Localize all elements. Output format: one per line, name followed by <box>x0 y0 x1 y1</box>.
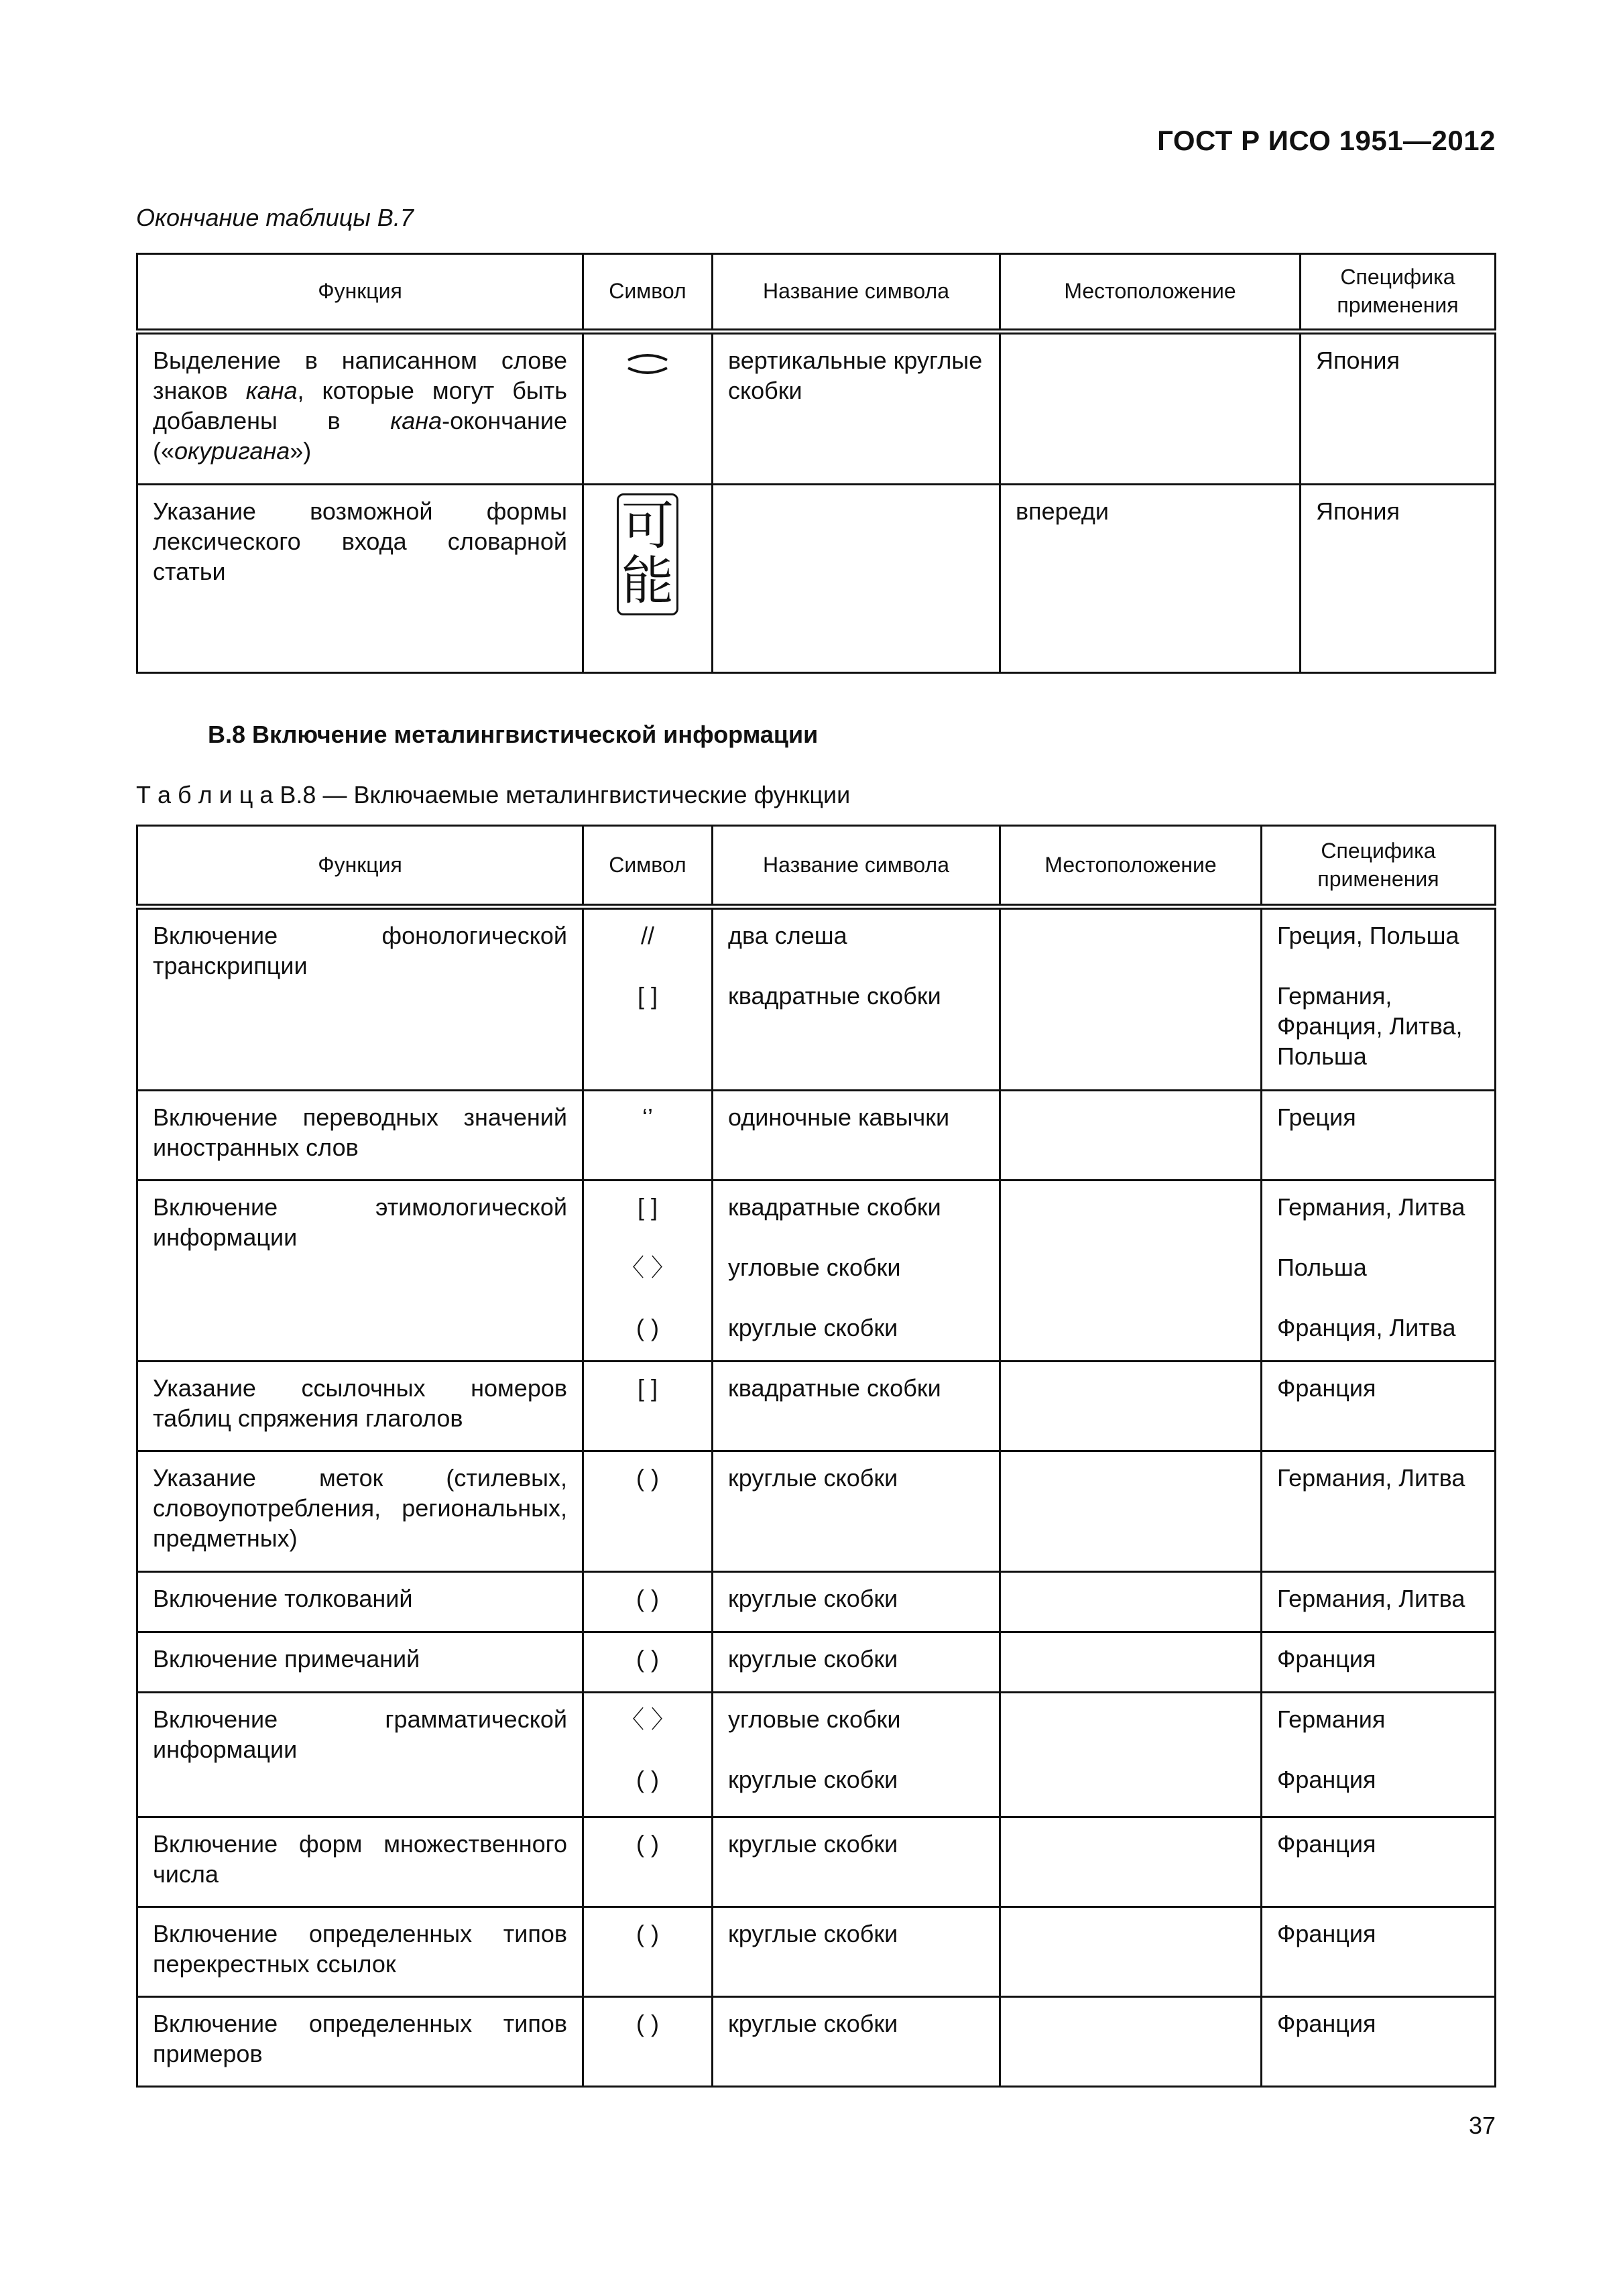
header-symbol-name: Название символа <box>713 826 1000 907</box>
header-application: Специфика применения <box>1301 254 1496 332</box>
table8-caption: Т а б л и ц а В.8 — Включаемые металингвистические функции <box>136 781 851 808</box>
application-cell <box>1262 1572 1496 1632</box>
application: Германия <box>1277 1705 1386 1733</box>
symbol: 〈 〉 <box>619 1254 675 1281</box>
symbol-cell <box>583 1997 713 2087</box>
application: Германия, Литва <box>1277 1193 1465 1221</box>
kanji-char: 可 <box>621 496 674 556</box>
location-cell <box>1000 1907 1262 1997</box>
function-cell: Включение фонологической транскрипции <box>137 907 583 1091</box>
function-cell: Указание меток (стилевых, словоупотребления, региональных, предметных) <box>137 1451 583 1572</box>
symbol: ‘’ <box>642 1103 653 1131</box>
table-row <box>137 1451 1496 1572</box>
function-cell: Включение толкований <box>137 1572 583 1632</box>
function-cell: Включение форм множественного числа <box>137 1817 583 1907</box>
symbol: ( ) <box>636 1920 659 1947</box>
symbol-name: квадратные скобки <box>728 1193 941 1221</box>
symbol-name-cell <box>713 1693 1000 1817</box>
table-row <box>137 485 1496 673</box>
location-cell <box>1000 1091 1262 1181</box>
symbol-name: круглые скобки <box>728 1645 898 1673</box>
location-cell <box>1000 1632 1262 1693</box>
function-cell: Включение переводных значений иностранных слов <box>137 1091 583 1181</box>
application: Германия, Литва <box>1277 1464 1465 1492</box>
function-cell: Выделение в написанном слове знаков кана, которые могут быть добавлены в кана-окончание («окуригана») <box>137 332 583 485</box>
location-cell: впереди <box>1000 485 1301 673</box>
symbol-name-cell <box>713 907 1000 1091</box>
application-cell <box>1262 1451 1496 1572</box>
application: Греция, Польша <box>1277 922 1459 949</box>
kanji-framed-symbol <box>617 493 678 615</box>
application-cell <box>1262 1091 1496 1181</box>
table-row <box>137 1362 1496 1451</box>
symbol-name: круглые скобки <box>728 1314 898 1341</box>
symbol: ( ) <box>636 1585 659 1612</box>
symbol: ( ) <box>636 1314 659 1341</box>
symbol-name-cell <box>713 1907 1000 1997</box>
header-symbol: Символ <box>583 254 713 332</box>
application: Франция <box>1277 1920 1376 1947</box>
location-cell <box>1000 332 1301 485</box>
symbol-name-cell <box>713 1817 1000 1907</box>
application: Греция <box>1277 1103 1356 1131</box>
symbol: ( ) <box>636 1645 659 1673</box>
symbol-name-cell <box>713 1572 1000 1632</box>
symbol: ( ) <box>636 1766 659 1793</box>
application: Польша <box>1277 1254 1367 1281</box>
application: Франция <box>1277 1830 1376 1858</box>
symbol-name-cell <box>713 1181 1000 1362</box>
kanji-char: 能 <box>621 550 674 611</box>
application: Германия, Франция, Литва, Польша <box>1277 982 1463 1070</box>
symbol-name-cell <box>713 1362 1000 1451</box>
table-row <box>137 1693 1496 1817</box>
application-cell: Япония <box>1301 485 1496 673</box>
symbol-cell <box>583 485 713 673</box>
symbol-cell <box>583 1181 713 1362</box>
symbol-name: круглые скобки <box>728 1766 898 1793</box>
table-row <box>137 1997 1496 2087</box>
function-cell: Включение этимологической информации <box>137 1181 583 1362</box>
location-cell <box>1000 907 1262 1091</box>
symbol-name: квадратные скобки <box>728 982 941 1010</box>
location-cell <box>1000 1817 1262 1907</box>
header-symbol: Символ <box>583 826 713 907</box>
symbol-name-cell <box>713 1997 1000 2087</box>
table-row <box>137 1572 1496 1632</box>
header-function: Функция <box>137 254 583 332</box>
application: Франция <box>1277 1374 1376 1402</box>
header-application: Специфика применения <box>1262 826 1496 907</box>
location-cell <box>1000 1572 1262 1632</box>
symbol-name: угловые скобки <box>728 1254 901 1281</box>
header-function: Функция <box>137 826 583 907</box>
location-cell <box>1000 1997 1262 2087</box>
symbol: 〈 〉 <box>619 1705 675 1733</box>
table7-caption: Окончание таблицы В.7 <box>136 204 414 231</box>
application-cell <box>1262 1997 1496 2087</box>
table-header-row <box>137 826 1496 907</box>
symbol: // <box>640 922 654 949</box>
symbol-cell <box>583 1693 713 1817</box>
symbol-cell <box>583 907 713 1091</box>
symbol-name: круглые скобки <box>728 1830 898 1858</box>
symbol-name: квадратные скобки <box>728 1374 941 1402</box>
page-number: 37 <box>1468 2112 1496 2139</box>
table-b7-end <box>136 253 1496 674</box>
application: Франция <box>1277 1766 1376 1793</box>
symbol-name-cell <box>713 485 1000 673</box>
header-symbol-name: Название символа <box>713 254 1000 332</box>
application-cell <box>1262 1632 1496 1693</box>
symbol-name: два слеша <box>728 922 847 949</box>
table-header-row <box>137 254 1496 332</box>
symbol-name: угловые скобки <box>728 1705 901 1733</box>
location-cell <box>1000 1362 1262 1451</box>
symbol-name-cell: вертикальные круглые скобки <box>713 332 1000 485</box>
location-cell <box>1000 1181 1262 1362</box>
table-row <box>137 1181 1496 1362</box>
application-cell <box>1262 1817 1496 1907</box>
section-heading: В.8 Включение металингвистической информации <box>208 721 819 748</box>
symbol-name: одиночные кавычки <box>728 1103 950 1131</box>
symbol-cell <box>583 332 713 485</box>
application-cell <box>1262 1907 1496 1997</box>
location-cell <box>1000 1693 1262 1817</box>
application: Франция <box>1277 2010 1376 2037</box>
symbol-name: круглые скобки <box>728 1464 898 1492</box>
symbol-name: круглые скобки <box>728 2010 898 2037</box>
application: Германия, Литва <box>1277 1585 1465 1612</box>
application-cell <box>1262 907 1496 1091</box>
table-row <box>137 1632 1496 1693</box>
symbol-cell <box>583 1091 713 1181</box>
document-code: ГОСТ Р ИСО 1951—2012 <box>1157 125 1496 156</box>
header-location: Местоположение <box>1000 826 1262 907</box>
application-cell <box>1262 1362 1496 1451</box>
symbol-cell <box>583 1451 713 1572</box>
table-row <box>137 907 1496 1091</box>
symbol-cell <box>583 1572 713 1632</box>
table-row <box>137 1817 1496 1907</box>
table-row <box>137 1907 1496 1997</box>
header-location: Местоположение <box>1000 254 1301 332</box>
application: Франция, Литва <box>1277 1314 1456 1341</box>
symbol: ( ) <box>636 2010 659 2037</box>
symbol-cell <box>583 1362 713 1451</box>
symbol-name-cell <box>713 1451 1000 1572</box>
symbol-cell <box>583 1817 713 1907</box>
table-row <box>137 1091 1496 1181</box>
function-cell: Включение примечаний <box>137 1632 583 1693</box>
vertical-parentheses-symbol <box>599 349 697 385</box>
symbol-name-cell <box>713 1091 1000 1181</box>
symbol-name: круглые скобки <box>728 1920 898 1947</box>
table-b8 <box>136 825 1496 2088</box>
symbol: ( ) <box>636 1464 659 1492</box>
symbol-name-cell <box>713 1632 1000 1693</box>
application-cell: Япония <box>1301 332 1496 485</box>
function-cell: Указание ссылочных номеров таблиц спряжения глаголов <box>137 1362 583 1451</box>
function-cell: Включение определенных типов примеров <box>137 1997 583 2087</box>
symbol-cell <box>583 1907 713 1997</box>
table-row <box>137 332 1496 485</box>
symbol: [ ] <box>637 982 658 1010</box>
application-cell <box>1262 1693 1496 1817</box>
application-cell <box>1262 1181 1496 1362</box>
function-cell: Включение грамматической информации <box>137 1693 583 1817</box>
symbol-name: круглые скобки <box>728 1585 898 1612</box>
symbol: ( ) <box>636 1830 659 1858</box>
application: Франция <box>1277 1645 1376 1673</box>
symbol: [ ] <box>637 1374 658 1402</box>
function-cell: Указание возможной формы лексического входа словарной статьи <box>137 485 583 673</box>
function-cell: Включение определенных типов перекрестных ссылок <box>137 1907 583 1997</box>
symbol-cell <box>583 1632 713 1693</box>
location-cell <box>1000 1451 1262 1572</box>
symbol: [ ] <box>637 1193 658 1221</box>
